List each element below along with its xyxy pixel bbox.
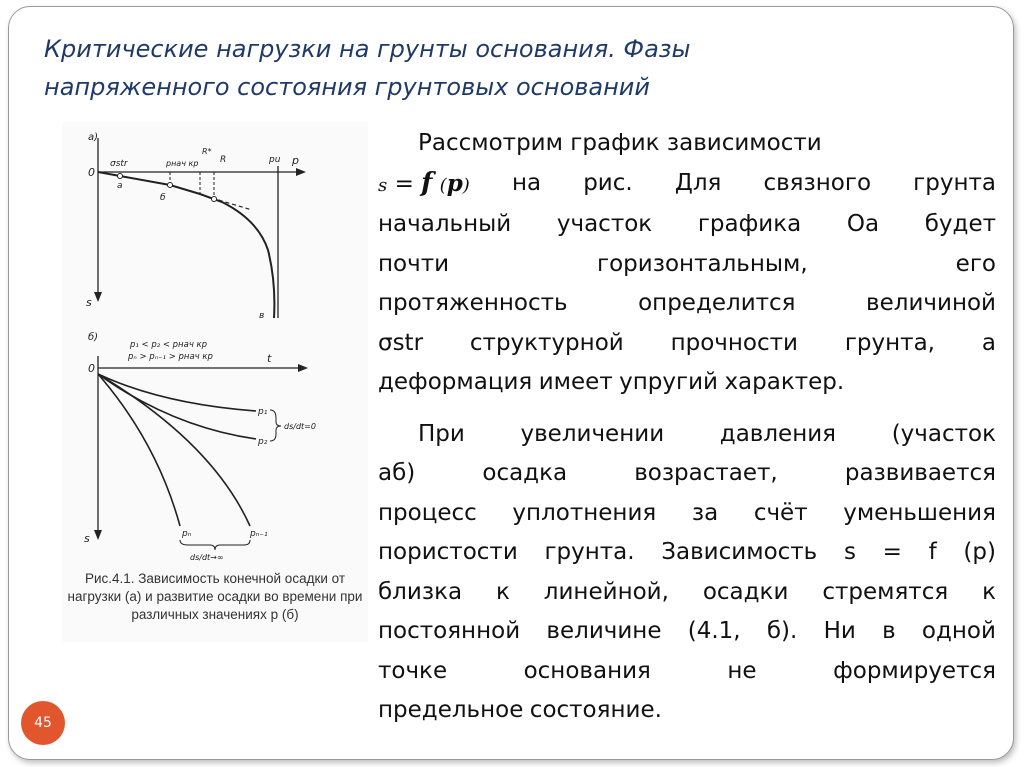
title-line-2: напряженного состояния грунтовых оснований [44, 73, 650, 101]
body-line [378, 652, 996, 692]
word: не [727, 657, 757, 684]
body-line [378, 454, 996, 494]
word: величине [546, 618, 662, 644]
panel-b-label: б) [88, 332, 99, 343]
paragraph-1-last-line [378, 363, 996, 403]
body-text [378, 124, 996, 731]
panel-b-pn1-label: pₙ₋₁ [250, 529, 268, 539]
word: Ни [823, 618, 856, 644]
formula-s: s [378, 174, 388, 196]
intro-text: Рассмотрим график зависимости [418, 130, 822, 156]
caption-line-3: различных значениях p (б) [131, 607, 299, 622]
word: При [418, 420, 465, 447]
body-line [378, 284, 996, 324]
word: на [511, 169, 542, 196]
panel-a-point-v-label: в [259, 311, 265, 321]
body-line [378, 573, 996, 613]
panel-a-s-axis-label: s [86, 296, 92, 309]
word: величиной [866, 290, 996, 316]
word: рис. [583, 169, 633, 196]
panel-b-brace-bottom [180, 540, 250, 550]
panel-a-s-arrow [94, 292, 102, 302]
word: Оа [846, 211, 880, 237]
word: (4.1, [687, 618, 741, 644]
word: возрастает, [634, 460, 778, 486]
word: точке [378, 657, 448, 684]
formula-rparen: ) [462, 174, 470, 196]
word: давления [719, 420, 837, 447]
panel-a-p-axis-label: p [292, 154, 299, 167]
word: б). [766, 618, 798, 644]
word: прочности [670, 329, 798, 356]
word: σstr [378, 329, 424, 356]
paragraph-gap [378, 403, 996, 415]
word: счёт [753, 499, 808, 526]
panel-b-s-arrow [94, 530, 102, 540]
word: грунта, [844, 329, 935, 356]
body-line [378, 245, 996, 285]
word: грунта. [544, 539, 635, 565]
word: структурной [469, 329, 624, 356]
word: графика [697, 211, 802, 237]
paragraph-1-lines [378, 205, 996, 363]
panel-a-settlement-curve [98, 172, 274, 318]
word: Для [674, 169, 722, 196]
panel-a-origin: 0 [88, 166, 95, 179]
word: участок [556, 211, 653, 237]
word: Зависимость [661, 539, 818, 565]
word: увеличении [520, 420, 665, 447]
panel-b-cond-2: pₙ > pₙ₋₁ > pнач кр [128, 352, 213, 362]
word: аб) [378, 460, 416, 486]
panel-b-curve-pn1 [98, 374, 250, 526]
word: линейной, [543, 578, 669, 605]
word: развивается [844, 460, 996, 486]
word: а [981, 329, 996, 356]
caption-line-1: Рис.4.1. Зависимость конечной осадки от [84, 571, 346, 586]
word: уменьшения [843, 499, 996, 526]
panel-b-brace-right [270, 410, 281, 441]
slide-title [44, 30, 944, 106]
word: его [955, 250, 996, 277]
body-line [378, 612, 996, 652]
word: за [691, 499, 719, 526]
panel-b-cond-1: p₁ < p₂ < pнач кр [130, 340, 208, 350]
word: близка [378, 578, 463, 605]
word: постоянной [378, 618, 521, 644]
panel-b-pn-label: pₙ [182, 529, 192, 539]
panel-a-p-arrow [296, 168, 306, 176]
panel-b-p1-label: p₁ [258, 407, 268, 417]
panel-b-ds-zero-label: ds/dt=0 [284, 422, 316, 431]
panel-b-ds-inf-label: ds/dt→∞ [190, 553, 224, 562]
body-line [378, 324, 996, 364]
word: процесс [378, 499, 477, 526]
panel-a-point-a-dot [118, 174, 123, 179]
word: упругий [619, 369, 718, 395]
word: имеет [538, 369, 613, 395]
body-line-formula [378, 164, 996, 206]
panel-b-curve-p1 [98, 374, 256, 411]
word: протяженность [378, 290, 568, 316]
word: грунта [913, 169, 996, 196]
word: деформация [378, 369, 533, 395]
panel-a-point-b-dot [168, 183, 173, 188]
formula-lparen: ( [439, 174, 447, 196]
word: почти [378, 250, 450, 277]
panel-a-point-R-dot [212, 197, 217, 202]
body-line [378, 205, 996, 245]
word: к [495, 578, 510, 605]
figure-diagram [62, 122, 368, 562]
panel-a-point-b-label: б [160, 193, 166, 203]
panel-a-label: а) [88, 132, 99, 143]
formula-p: p [446, 169, 463, 197]
paragraph-2-lines [378, 454, 996, 691]
body-line [378, 533, 996, 573]
panel-b-curve-pn [98, 374, 180, 526]
word: горизонтальным, [597, 250, 808, 277]
page-number: 45 [34, 715, 52, 731]
word: s [843, 539, 856, 565]
panel-a-R-label: R [220, 155, 227, 165]
panel-b-t-axis-label: t [267, 352, 272, 365]
word: определится [638, 290, 796, 316]
panel-a-point-a-label: а [117, 181, 123, 191]
figure-4-1 [62, 122, 368, 642]
formula-f: f [421, 167, 433, 198]
word: (р) [963, 539, 996, 565]
panel-b-s-axis-label: s [84, 532, 90, 545]
panel-b-p2-label: p₂ [258, 437, 268, 447]
word: стремятся [822, 578, 949, 605]
word: формируется [833, 657, 996, 684]
word: основания [523, 657, 651, 684]
body-line [378, 494, 996, 534]
word: = [882, 539, 902, 565]
word: будет [924, 211, 996, 237]
word: осадка [482, 460, 568, 486]
word: характер. [724, 369, 845, 395]
paragraph-2-first-line [378, 415, 996, 455]
panel-b-origin: 0 [88, 362, 95, 375]
body-line-intro [378, 124, 996, 164]
word: одной [921, 618, 996, 644]
caption-line-2: нагрузки (а) и развитие осадки во времени при [67, 589, 363, 604]
panel-a-R-star-label: R* [202, 147, 212, 156]
word: осадки [702, 578, 789, 605]
panel-b-t-arrow [298, 364, 308, 372]
figure-caption [62, 570, 368, 624]
formula [378, 164, 470, 206]
word: f [928, 539, 937, 565]
word: состояние. [529, 697, 662, 723]
paragraph-2-last-line [378, 691, 996, 731]
word: предельное [378, 697, 524, 723]
title-line-1: Критические нагрузки на грунты основания. Фазы [44, 35, 691, 63]
formula-eq: = [394, 170, 414, 197]
word: начальный [378, 211, 512, 237]
panel-a-pu-label: pu [269, 155, 281, 165]
word: пористости [378, 539, 518, 565]
word: в [882, 618, 896, 644]
word: уплотнения [512, 499, 657, 526]
page-number-badge [21, 701, 65, 745]
word: связного [763, 169, 872, 196]
word: к [982, 578, 996, 605]
panel-a-p-nach-label: pнач кр [166, 159, 199, 168]
panel-a-sigma-label: σstr [110, 159, 128, 169]
word: (участок [891, 420, 996, 447]
